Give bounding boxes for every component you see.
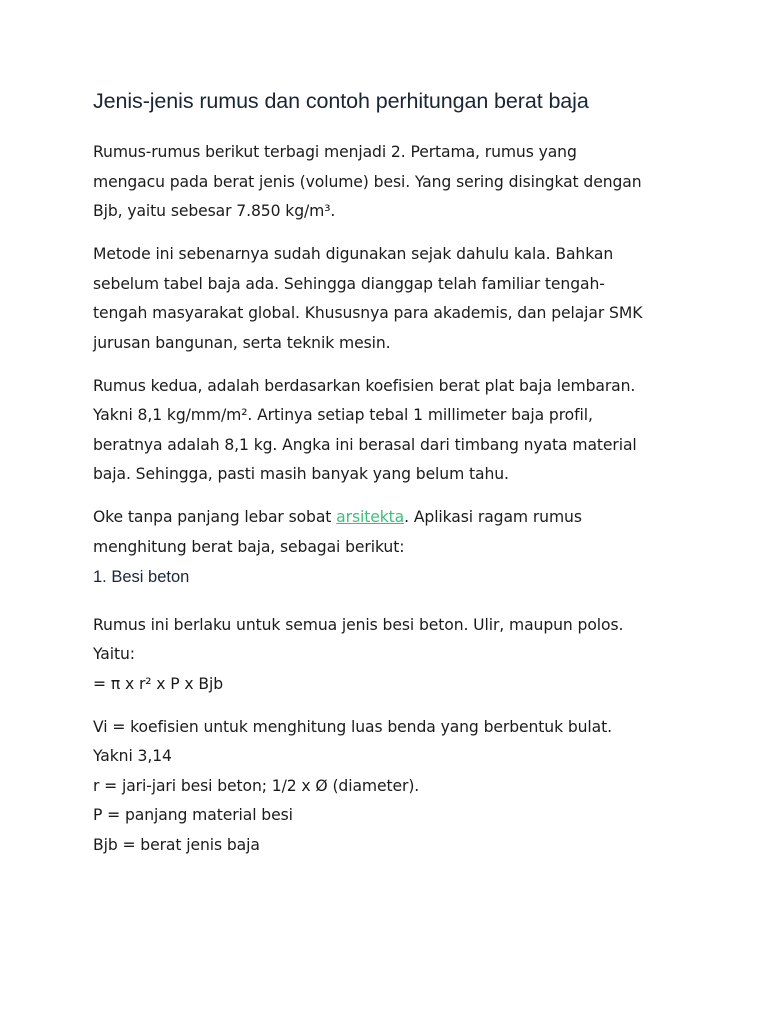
text-line: Rumus ini berlaku untuk semua jenis besi beton. Ulir, maupun polos. xyxy=(93,615,624,634)
formula-line: = π x r² x P x Bjb xyxy=(93,674,224,693)
text-line: Yakni 3,14 xyxy=(93,747,172,765)
text-line: Vi = koefisien untuk menghitung luas benda yang berbentuk bulat. xyxy=(93,717,612,736)
text-line: menghitung berat baja, sebagai berikut: xyxy=(93,537,405,556)
text-line: Yaitu: xyxy=(93,645,135,663)
article-title: Jenis-jenis rumus dan contoh perhitungan berat baja xyxy=(93,89,589,113)
text-after-link: . Aplikasi ragam rumus xyxy=(404,508,582,526)
text-line: Bjb, yaitu sebesar 7.850 kg/m³. xyxy=(93,202,336,220)
text-line: r = jari-jari besi beton; 1/2 x Ø (diameter). xyxy=(93,776,420,795)
text-line: P = panjang material besi xyxy=(93,806,293,824)
text-line: tengah masyarakat global. Khususnya para akademis, dan pelajar SMK xyxy=(93,304,643,322)
text-line: Yakni 8,1 kg/mm/m². Artinya setiap tebal 1 millimeter baja profil, xyxy=(93,406,593,424)
paragraph-berat-jenis xyxy=(93,138,693,227)
text-line: Rumus kedua, adalah berdasarkan koefisien berat plat baja lembaran. xyxy=(93,376,636,395)
text-line: jurusan bangunan, serta teknik mesin. xyxy=(93,333,391,352)
paragraph-rumus-kedua xyxy=(93,372,693,490)
text-line: Metode ini sebenarnya sudah digunakan sejak dahulu kala. Bahkan xyxy=(93,245,614,263)
text-line: Bjb = berat jenis baja xyxy=(93,835,260,854)
text-before-link: Oke tanpa panjang lebar sobat xyxy=(93,508,337,526)
paragraph-variables xyxy=(93,713,693,861)
article xyxy=(93,86,693,874)
text-line: baja. Sehingga, pasti masih banyak yang belum tahu. xyxy=(93,465,509,483)
arsitekta-link[interactable]: arsitekta xyxy=(336,508,405,526)
paragraph-intro-rumus xyxy=(93,503,693,562)
text-line: mengacu pada berat jenis (volume) besi. Yang sering disingkat dengan xyxy=(93,172,642,191)
text-line: sebelum tabel baja ada. Sehingga dianggap telah familiar tengah- xyxy=(93,274,605,293)
paragraph-rumus-besi-beton xyxy=(93,611,693,700)
section-heading-besi-beton: 1. Besi beton xyxy=(93,567,190,586)
text-line: beratnya adalah 8,1 kg. Angka ini berasal dari timbang nyata material xyxy=(93,435,637,454)
text-line: Rumus-rumus berikut terbagi menjadi 2. Pertama, rumus yang xyxy=(93,143,577,161)
text-line xyxy=(93,503,693,533)
paragraph-metode xyxy=(93,240,693,358)
